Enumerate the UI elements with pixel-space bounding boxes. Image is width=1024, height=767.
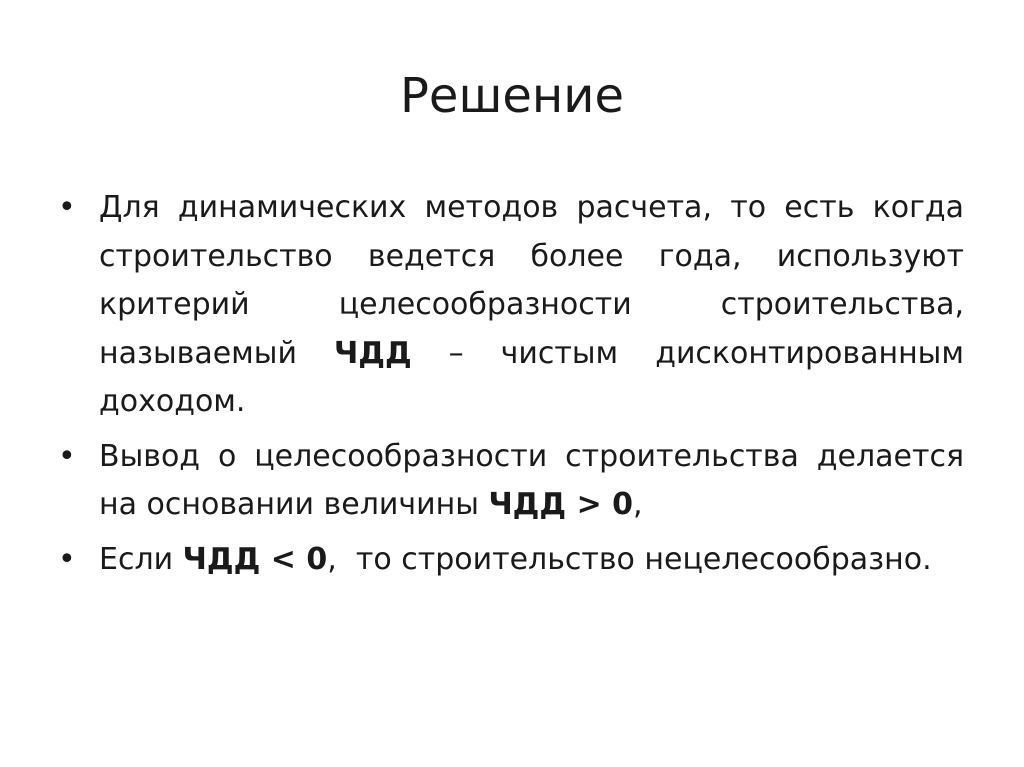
bullet-marker: • (58, 190, 76, 225)
bullet-text-3-part-3: , то строительство нецелесообразно. (327, 541, 932, 577)
bullet-text-2-part-1: Вывод о целесообразности строительства делается на основании величины (99, 438, 964, 522)
slide-title: Решение (399, 68, 625, 124)
bullet-text-2-part-3: , (633, 487, 643, 522)
bullet-text-1-part-1: Для динамических методов расчета, то есть когда строительство ведется более года, используют критерий целесообразности строительства, называемый (99, 190, 964, 371)
bullet-list (58, 184, 964, 590)
bullet-text-1-npv-term: ЧДД (333, 335, 412, 371)
bullet-marker: • (58, 541, 76, 577)
bullet-text-2-npv-condition: ЧДД > 0 (488, 487, 634, 522)
bullet-item-3 (58, 536, 964, 585)
bullet-item-2 (58, 433, 964, 530)
bullet-text-1-part-3: – чистым дисконтированным доходом. (99, 335, 964, 419)
bullet-marker: • (58, 438, 76, 474)
bullet-item-1 (58, 184, 964, 427)
bullet-text-3-npv-condition: ЧДД < 0 (182, 541, 328, 577)
bullet-text-3-part-1: Если (99, 541, 183, 577)
